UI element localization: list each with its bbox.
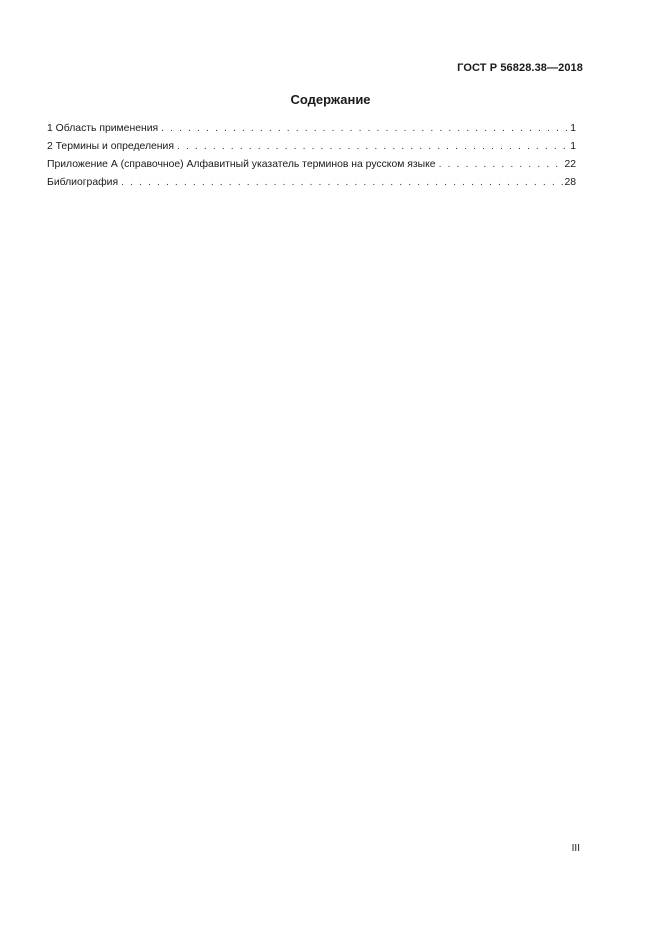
- toc-entry-page: 1: [570, 123, 576, 134]
- toc-entry-page: 1: [570, 141, 576, 152]
- toc-entry-bibliography[interactable]: [47, 174, 576, 192]
- toc-entry-scope[interactable]: [47, 120, 576, 138]
- toc-entry-label: 1 Область применения: [47, 123, 159, 134]
- toc-entry-terms[interactable]: [47, 138, 576, 156]
- toc-entry-label: Библиография: [47, 177, 119, 188]
- toc-dot-leader: [177, 138, 569, 156]
- page-number: III: [571, 843, 580, 854]
- toc-dot-leader: [121, 174, 563, 192]
- toc-entry-page: 22: [564, 159, 576, 170]
- toc-entry-label: 2 Термины и определения: [47, 141, 174, 152]
- document-code: ГОСТ Р 56828.38—2018: [457, 62, 583, 74]
- toc-dot-leader: [439, 156, 564, 174]
- toc-dot-leader: [161, 120, 569, 138]
- toc-title: Содержание: [290, 92, 371, 107]
- table-of-contents: [47, 120, 576, 192]
- toc-entry-appendix-a[interactable]: [47, 156, 576, 174]
- toc-entry-label: Приложение А (справочное) Алфавитный указатель терминов на русском языке: [47, 159, 436, 170]
- toc-entry-page: 28: [564, 177, 576, 188]
